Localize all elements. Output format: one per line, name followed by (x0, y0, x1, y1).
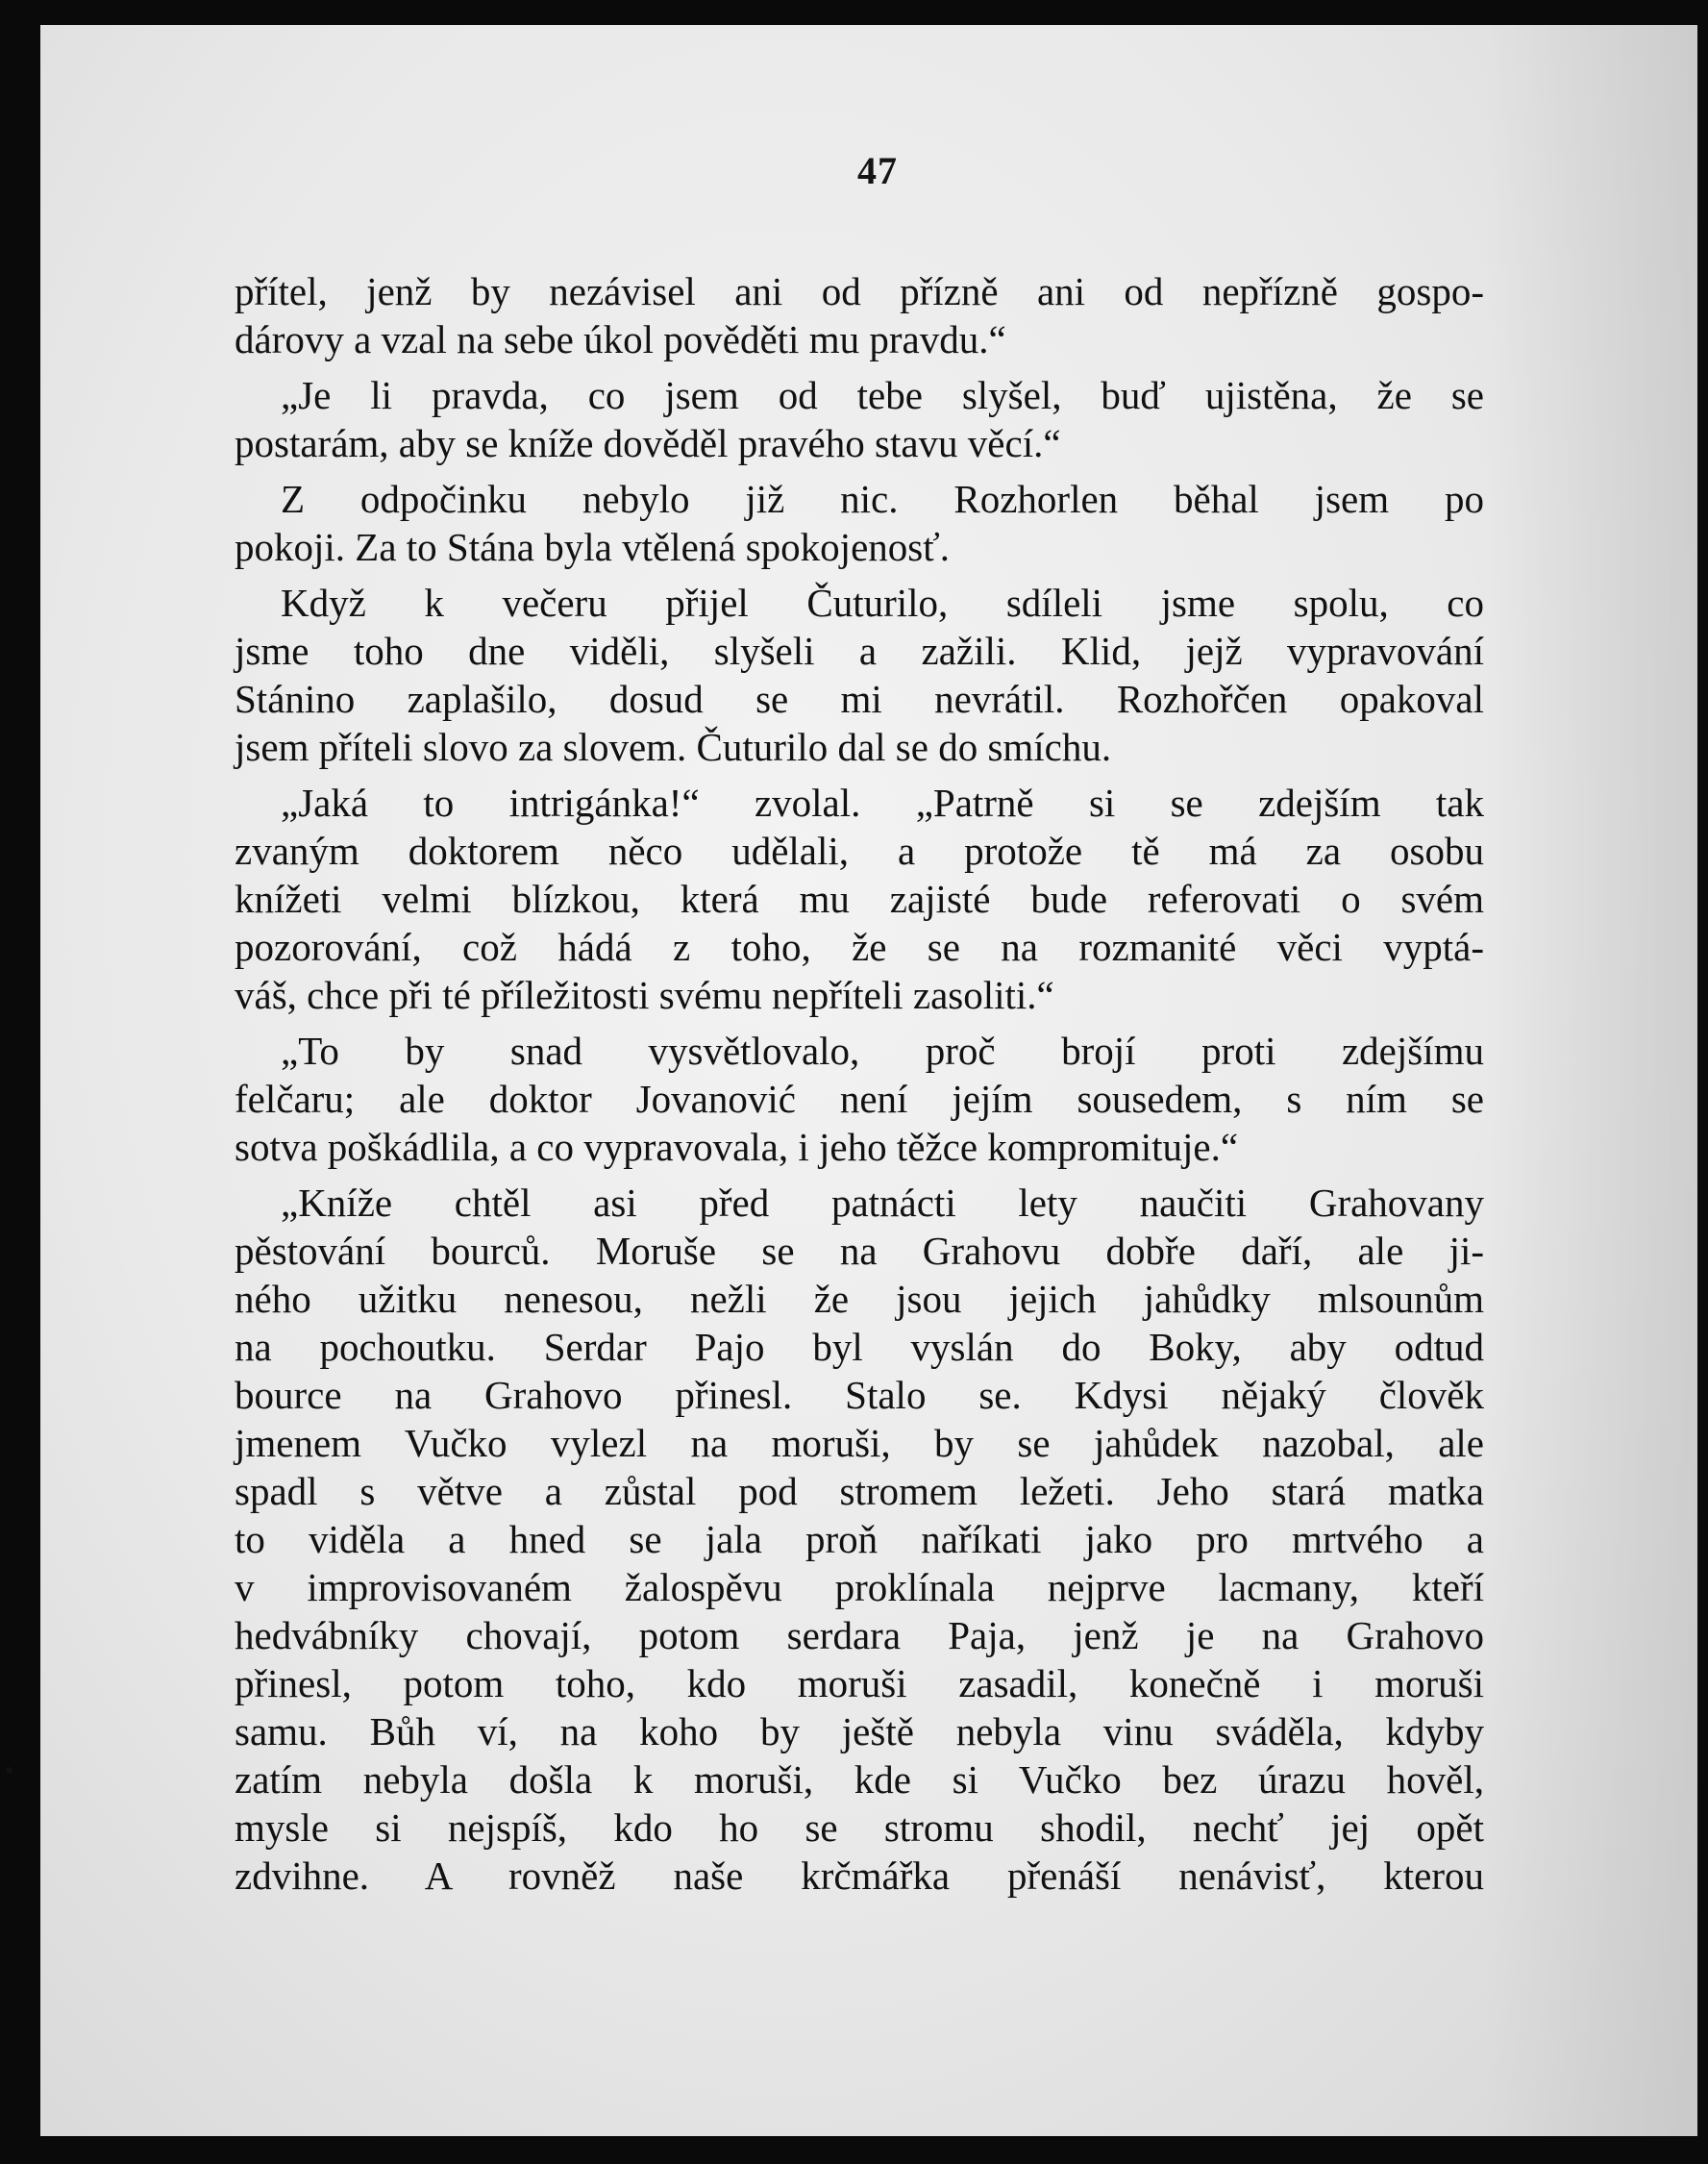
paragraph (235, 267, 1484, 363)
paragraph-gap (235, 1019, 1484, 1027)
paragraph (235, 579, 1484, 771)
text-line: „Je li pravda, co jsem od tebe slyšel, buď ujistěna, že se (281, 373, 1484, 417)
text-line: pozorování, což hádá z toho, že se na rozmanité věci vyptá- (235, 925, 1484, 969)
body-text (235, 267, 1484, 1900)
paragraph-gap (235, 1171, 1484, 1179)
text-line: Z odpočinku nebylo již nic. Rozhorlen běhal jsem po (281, 477, 1484, 521)
text-line: „To by snad vysvětlovalo, proč brojí proti zdejšímu (281, 1029, 1484, 1073)
text-line: jsem příteli slovo za slovem. Čuturilo dal se do smíchu. (235, 725, 1112, 769)
text-line: to viděla a hned se jala proň naříkati jako pro mrtvého a (235, 1517, 1484, 1561)
text-line: ného užitku nenesou, nežli že jsou jejich jahůdky mlsounům (235, 1277, 1484, 1321)
text-line: „Jaká to intrigánka!“ zvolal. „Patrně si se zdejším tak (281, 781, 1484, 825)
text-line: Stánino zaplašilo, dosud se mi nevrátil. Rozhořčen opakoval (235, 677, 1484, 721)
text-line: na pochoutku. Serdar Pajo byl vyslán do Boky, aby odtud (235, 1325, 1484, 1369)
text-line: zvaným doktorem něco udělali, a protože tě má za osobu (235, 829, 1484, 873)
text-line: pěstování bourců. Moruše se na Grahovu dobře daří, ale ji- (235, 1229, 1484, 1273)
scan-speck (6, 1767, 12, 1774)
paragraph (235, 371, 1484, 467)
text-line: spadl s větve a zůstal pod stromem ležeti. Jeho stará matka (235, 1469, 1484, 1513)
text-line: samu. Bůh ví, na koho by ještě nebyla vinu sváděla, kdyby (235, 1709, 1484, 1754)
book-page (40, 25, 1697, 2136)
paragraph-gap (235, 467, 1484, 475)
paragraph-gap (235, 571, 1484, 579)
text-line: sotva poškádlila, a co vypravovala, i jeho těžce kompromituje.“ (235, 1125, 1239, 1169)
text-line: zatím nebyla došla k moruši, kde si Vučko bez úrazu hověl, (235, 1757, 1484, 1802)
paragraph-gap (235, 363, 1484, 371)
text-line: jsme toho dne viděli, slyšeli a zažili. Klid, jejž vypravování (235, 629, 1484, 673)
paragraph (235, 475, 1484, 571)
text-line: přítel, jenž by nezávisel ani od přízně ani od nepřízně gospo- (235, 269, 1484, 313)
text-line: „Kníže chtěl asi před patnácti lety naučiti Grahovany (281, 1181, 1484, 1225)
text-line: mysle si nejspíš, kdo ho se stromu shodil, nechť jej opět (235, 1805, 1484, 1850)
text-line: přinesl, potom toho, kdo moruši zasadil, konečně i moruši (235, 1661, 1484, 1705)
text-line: bource na Grahovo přinesl. Stalo se. Kdysi nějaký člověk (235, 1373, 1484, 1417)
paragraph (235, 1179, 1484, 1900)
text-line: jmenem Vučko vylezl na moruši, by se jahůdek nazobal, ale (235, 1421, 1484, 1465)
text-line: hedvábníky chovají, potom serdara Paja, jenž je na Grahovo (235, 1613, 1484, 1657)
text-line: postarám, aby se kníže dověděl pravého stavu věcí.“ (235, 421, 1061, 465)
text-line: dárovy a vzal na sebe úkol pověděti mu pravdu.“ (235, 317, 1006, 361)
paragraph (235, 779, 1484, 1019)
text-line: pokoji. Za to Stána byla vtělená spokojenosť. (235, 525, 950, 569)
page-number: 47 (857, 149, 898, 192)
text-line: váš, chce při té příležitosti svému nepříteli zasoliti.“ (235, 973, 1054, 1017)
text-line: felčaru; ale doktor Jovanović není jejím sousedem, s ním se (235, 1077, 1484, 1121)
text-line: zdvihne. A rovněž naše krčmářka přenáší nenávisť, kterou (235, 1853, 1484, 1898)
text-line: Když k večeru přijel Čuturilo, sdíleli jsme spolu, co (281, 581, 1484, 625)
paragraph-gap (235, 771, 1484, 779)
text-line: knížeti velmi blízkou, která mu zajisté bude referovati o svém (235, 877, 1484, 921)
text-line: v improvisovaném žalospěvu proklínala nejprve lacmany, kteří (235, 1565, 1484, 1609)
paragraph (235, 1027, 1484, 1171)
